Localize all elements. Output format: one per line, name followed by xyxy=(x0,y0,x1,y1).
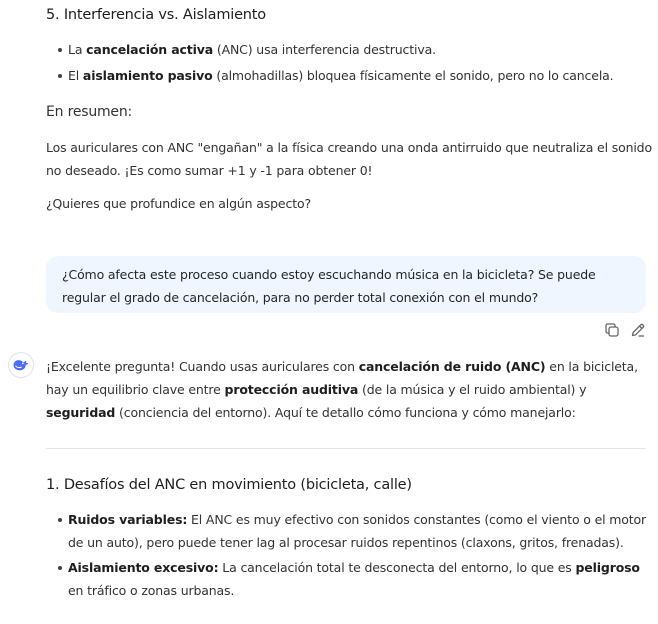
bullet-dot xyxy=(58,74,62,78)
bullet-dot xyxy=(58,518,62,522)
bullet-list xyxy=(46,38,646,87)
list-item: Aislamiento excesivo: La cancelación total te desconecta del entorno, lo que es peligroso en tráfico o zonas urbanas. xyxy=(46,556,650,602)
summary-heading: En resumen: xyxy=(46,104,133,120)
summary-paragraph: Los auriculares con ANC "engañan" a la física creando una onda antirruido que neutraliza el sonido no deseado. ¡Es como sumar +1 y -1 para obtener 0! xyxy=(46,140,652,178)
followup-question: ¿Quieres que profundice en algún aspecto? xyxy=(46,196,311,211)
bullet-dot xyxy=(58,566,62,570)
user-message-text: ¿Cómo afecta este proceso cuando estoy escuchando música en la bicicleta? Se puede regular el grado de cancelación, para no perder total conexión con el mundo? xyxy=(62,267,596,305)
deepseek-whale-icon xyxy=(8,352,34,378)
section-heading: 1. Desafíos del ANC en movimiento (bicicleta, calle) xyxy=(46,477,412,493)
divider xyxy=(46,448,646,449)
list-item: El aislamiento pasivo (almohadillas) bloquea físicamente el sonido, pero no lo cancela. xyxy=(46,64,646,87)
bullet-dot xyxy=(58,48,62,52)
bullet-list xyxy=(46,508,650,602)
section-heading: 5. Interferencia vs. Aislamiento xyxy=(46,7,266,23)
list-item: La cancelación activa (ANC) usa interferencia destructiva. xyxy=(46,38,646,61)
assistant-intro: ¡Excelente pregunta! Cuando usas auriculares con cancelación de ruido (ANC) en la bicicleta, hay un equilibrio clave entre protección auditiva (de la música y el ruido ambiental) y seguridad (conciencia del entorno). Aquí te detallo cómo funciona y cómo manejarlo: xyxy=(46,359,638,420)
copy-icon[interactable] xyxy=(603,321,621,339)
list-item: Ruidos variables: El ANC es muy efectivo con sonidos constantes (como el viento o el motor de un auto), pero puede tener lag al procesar ruidos repentinos (claxons, gritos, frenadas). xyxy=(46,508,650,554)
user-message-bubble xyxy=(46,256,646,313)
edit-icon[interactable] xyxy=(629,321,647,339)
